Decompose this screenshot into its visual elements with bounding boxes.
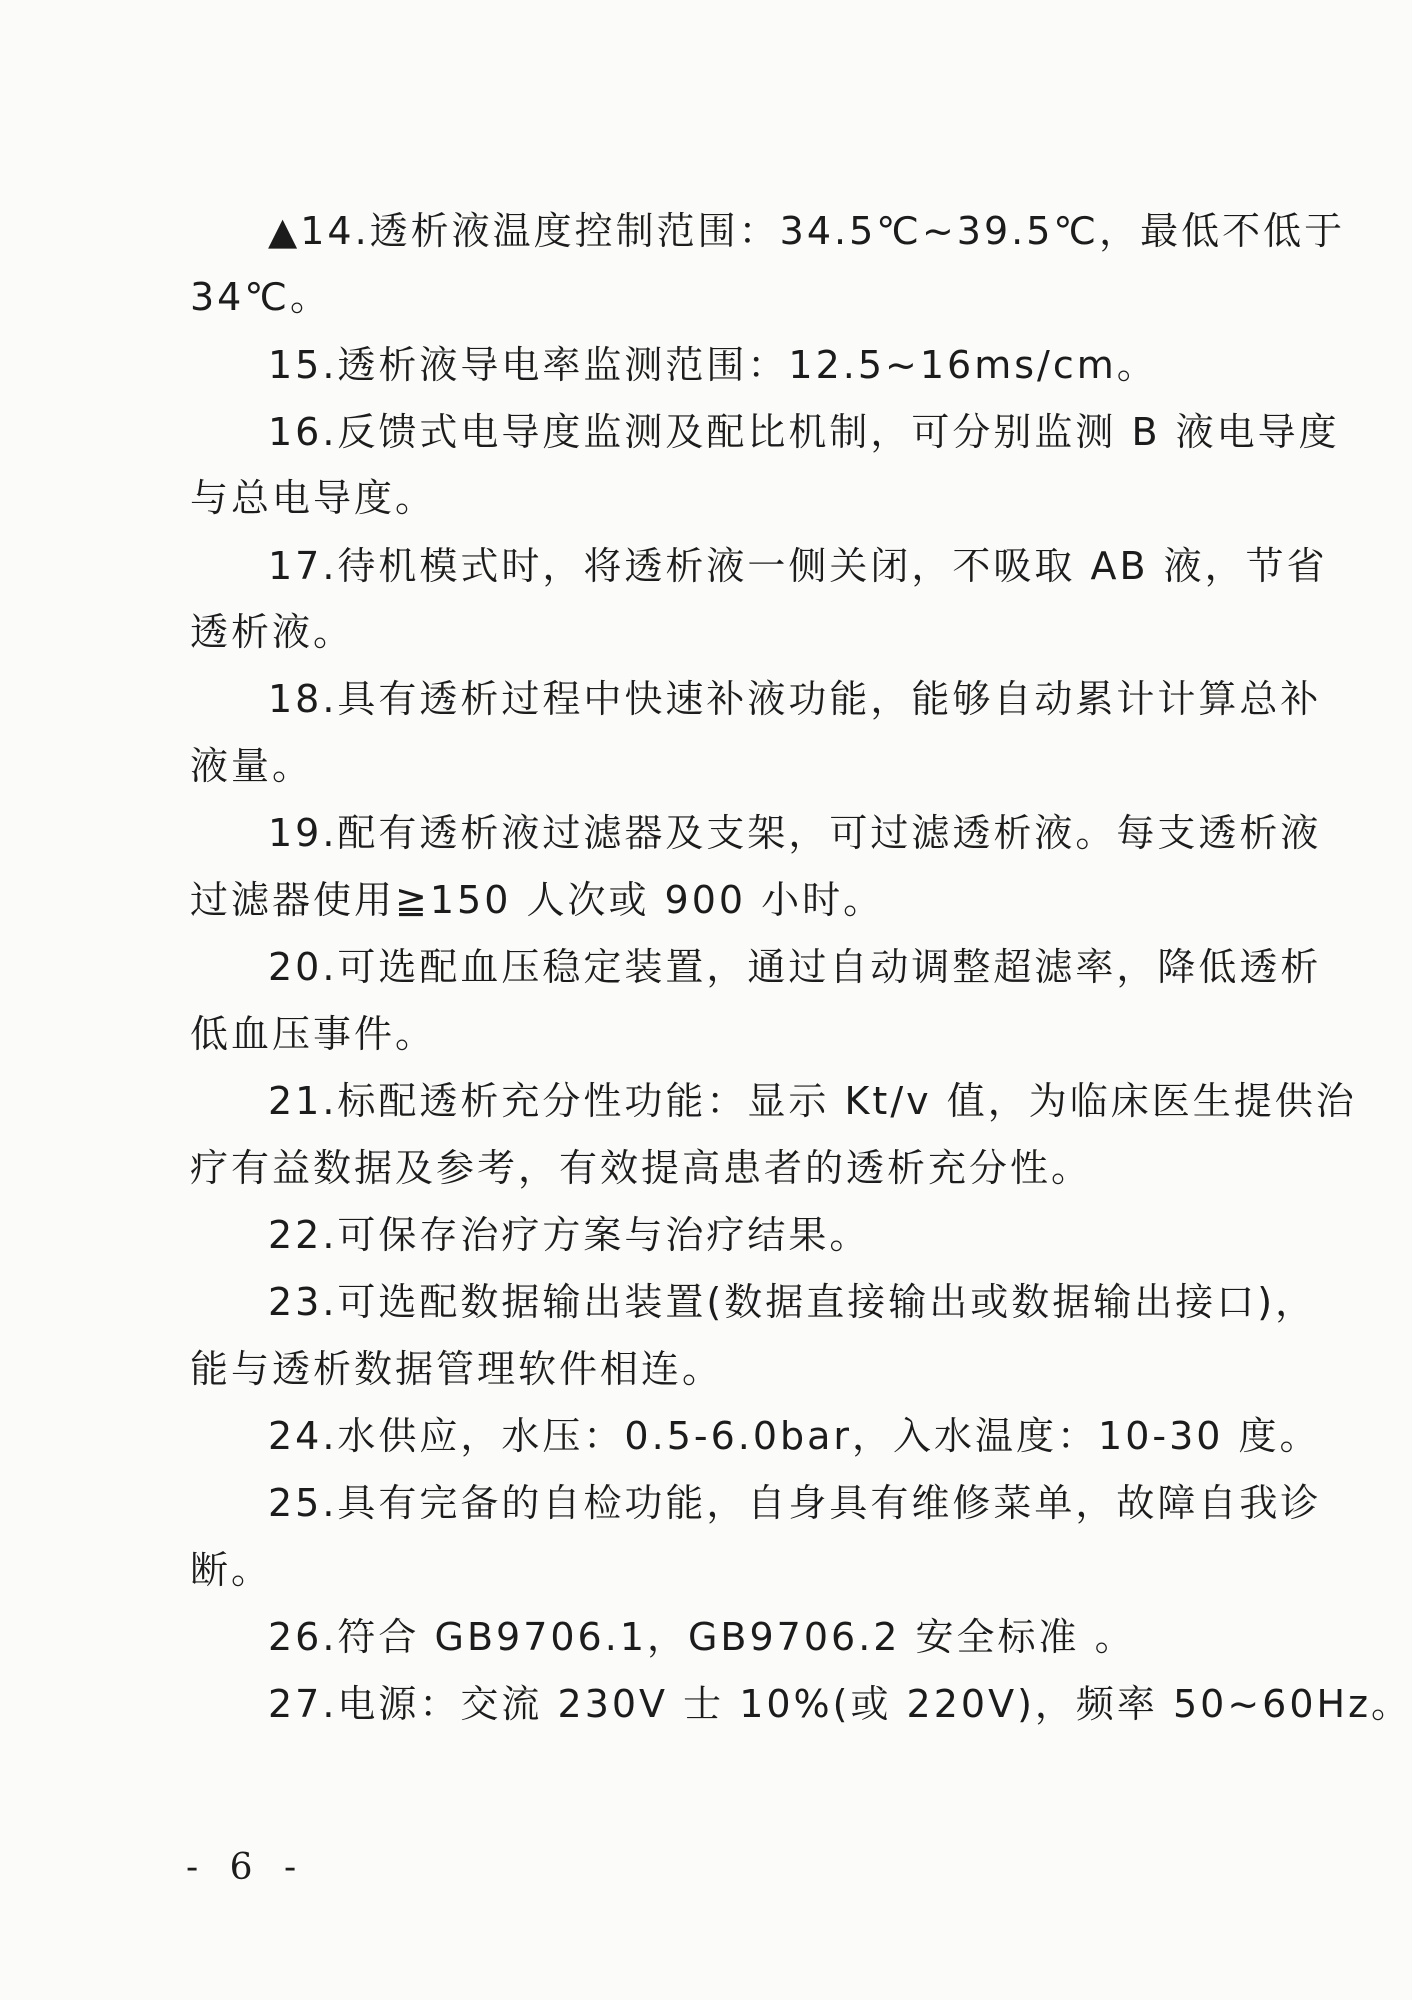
item-26-line-1: 26.符合 GB9706.1，GB9706.2 安全标准 。 xyxy=(268,1615,1136,1659)
item-19-line-1: 19.配有透析液过滤器及支架，可过滤透析液。每支透析液 xyxy=(268,811,1322,855)
item-27-line-1: 27.电源：交流 230V 士 10%(或 220V)，频率 50~60Hz。 xyxy=(268,1682,1412,1726)
item-18-line-2: 液量。 xyxy=(190,744,314,788)
item-19-line-2: 过滤器使用≧150 人次或 900 小时。 xyxy=(190,878,885,922)
item-14-line-1: ▲14.透析液温度控制范围：34.5℃~39.5℃，最低不低于 xyxy=(268,209,1346,253)
item-25-line-1: 25.具有完备的自检功能，自身具有维修菜单，故障自我诊 xyxy=(268,1481,1322,1525)
item-21-line-1: 21.标配透析充分性功能：显示 Kt/v 值，为临床医生提供治 xyxy=(268,1079,1357,1123)
item-24-line-1: 24.水供应，水压：0.5-6.0bar，入水温度：10-30 度。 xyxy=(268,1414,1321,1458)
item-22-line-1: 22.可保存治疗方案与治疗结果。 xyxy=(268,1213,871,1257)
item-23-line-2: 能与透析数据管理软件相连。 xyxy=(190,1347,724,1391)
item-15-line-1: 15.透析液导电率监测范围：12.5~16ms/cm。 xyxy=(268,343,1158,387)
page-number: - 6 - xyxy=(186,1847,307,1888)
item-18-line-1: 18.具有透析过程中快速补液功能，能够自动累计计算总补 xyxy=(268,677,1322,721)
item-16-line-2: 与总电导度。 xyxy=(190,476,437,520)
item-20-line-1: 20.可选配血压稳定装置，通过自动调整超滤率，降低透析 xyxy=(268,945,1322,989)
item-17-line-1: 17.待机模式时，将透析液一侧关闭，不吸取 AB 液，节省 xyxy=(268,544,1328,588)
item-14-line-2: 34℃。 xyxy=(190,275,332,319)
item-16-line-1: 16.反馈式电导度监测及配比机制，可分别监测 B 液电导度 xyxy=(268,410,1340,454)
item-17-line-2: 透析液。 xyxy=(190,610,355,654)
item-21-line-2: 疗有益数据及参考，有效提高患者的透析充分性。 xyxy=(190,1146,1093,1190)
item-20-line-2: 低血压事件。 xyxy=(190,1012,437,1056)
item-25-line-2: 断。 xyxy=(190,1548,273,1592)
item-23-line-1: 23.可选配数据输出装置(数据直接输出或数据输出接口)， xyxy=(268,1280,1317,1324)
